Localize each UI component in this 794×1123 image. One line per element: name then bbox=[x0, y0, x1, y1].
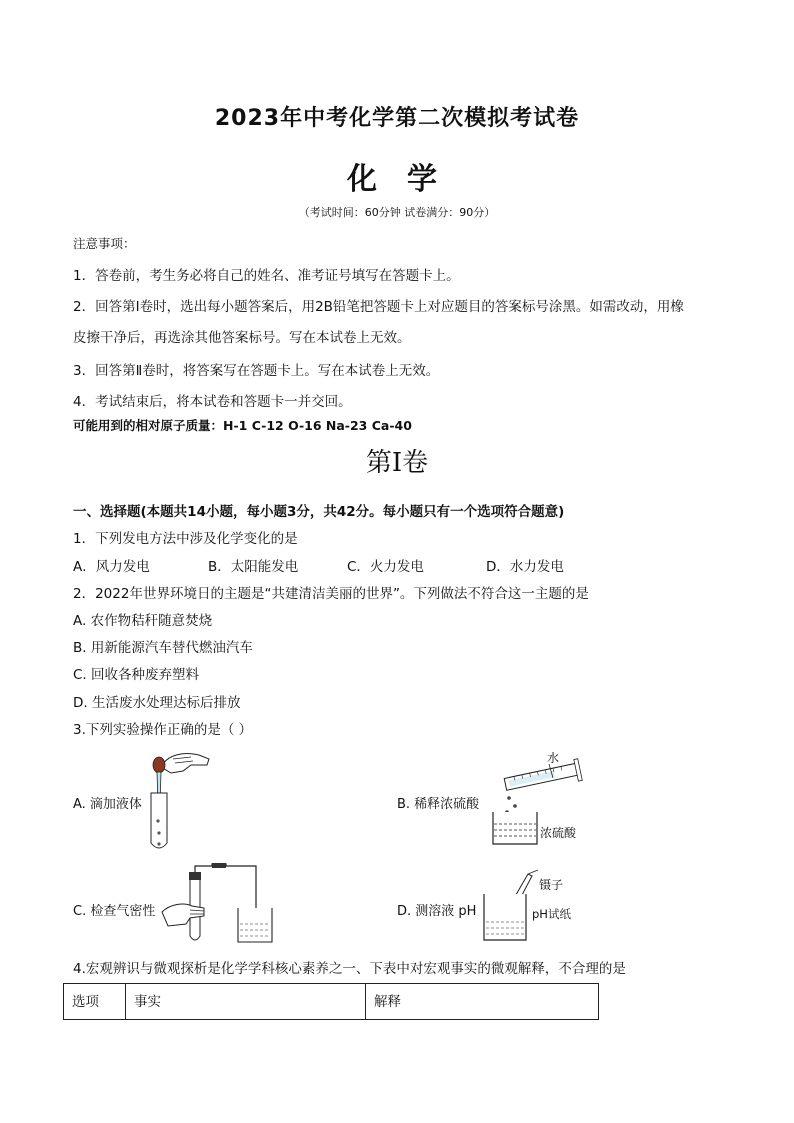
q2-option-c: C. 回收各种废弃塑料 bbox=[73, 667, 200, 683]
q4-stem: 4.宏观辨识与微观探析是化学学科核心素养之一、下表中对宏观事实的微观解释，不合理的是 bbox=[73, 961, 626, 977]
notes-heading: 注意事项： bbox=[73, 236, 136, 251]
q3-option-a: A. 滴加液体 bbox=[73, 797, 142, 812]
note-item-2: 2．回答第Ⅰ卷时，选出每小题答案后，用2B铅笔把答题卡上对应题目的答案标号涂黑。如需改动，用橡 bbox=[73, 299, 684, 315]
table-header-option: 选项 bbox=[64, 984, 126, 1020]
conc-acid-label: 浓硫酸 bbox=[540, 826, 577, 840]
q2-option-b: B. 用新能源汽车替代燃油汽车 bbox=[73, 640, 253, 656]
table-header-fact: 事实 bbox=[126, 984, 366, 1020]
q4-table bbox=[63, 983, 599, 1020]
subject-title: 化学 bbox=[347, 162, 467, 197]
tweezers-label: 镊子 bbox=[539, 878, 564, 892]
water-label: 水 bbox=[547, 751, 560, 765]
q1-option-b: B．太阳能发电 bbox=[208, 559, 299, 575]
exam-info: （考试时间：60分钟 试卷满分：90分） bbox=[298, 206, 496, 219]
volume-title: 第Ⅰ卷 bbox=[365, 448, 429, 478]
ph-paper-label: pH试纸 bbox=[532, 907, 571, 921]
table-header-row bbox=[64, 984, 599, 1020]
exam-title: 2023年中考化学第二次模拟考试卷 bbox=[214, 106, 580, 131]
section-1-heading: 一、选择题(本题共14小题，每小题3分，共42分。每小题只有一个选项符合题意) bbox=[73, 504, 565, 520]
q2-option-a: A. 农作物秸秆随意焚烧 bbox=[73, 613, 213, 629]
note-item-1: 1．答卷前，考生务必将自己的姓名、准考证号填写在答题卡上。 bbox=[73, 268, 460, 284]
q3-option-d: D. 测溶液 pH bbox=[397, 904, 477, 919]
table-header-explanation: 解释 bbox=[366, 984, 599, 1020]
q3-option-c: C. 检查气密性 bbox=[73, 904, 156, 919]
atomic-mass-line: 可能用到的相对原子质量：H-1 C-12 O-16 Na-23 Ca-40 bbox=[73, 418, 412, 433]
q1-option-a: A．风力发电 bbox=[73, 559, 150, 575]
q1-option-d: D．水力发电 bbox=[486, 559, 564, 575]
q2-option-d: D. 生活废水处理达标后排放 bbox=[73, 695, 241, 711]
q1-stem: 1．下列发电方法中涉及化学变化的是 bbox=[73, 531, 298, 547]
note-item-3: 3．回答第Ⅱ卷时，将答案写在答题卡上。写在本试卷上无效。 bbox=[73, 363, 440, 379]
q2-stem: 2．2022年世界环境日的主题是“共建清洁美丽的世界”。下列做法不符合这一主题的是 bbox=[73, 586, 589, 602]
note-item-2-cont: 皮擦干净后，再选涂其他答案标号。写在本试卷上无效。 bbox=[73, 330, 411, 346]
dropper-figure bbox=[143, 745, 213, 857]
note-item-4: 4．考试结束后，将本试卷和答题卡一并交回。 bbox=[73, 394, 352, 410]
q3-option-b: B. 稀释浓硫酸 bbox=[397, 797, 480, 812]
q1-option-c: C．火力发电 bbox=[347, 559, 424, 575]
airtightness-figure bbox=[160, 862, 280, 948]
q3-stem: 3.下列实验操作正确的是（ ） bbox=[73, 722, 253, 738]
